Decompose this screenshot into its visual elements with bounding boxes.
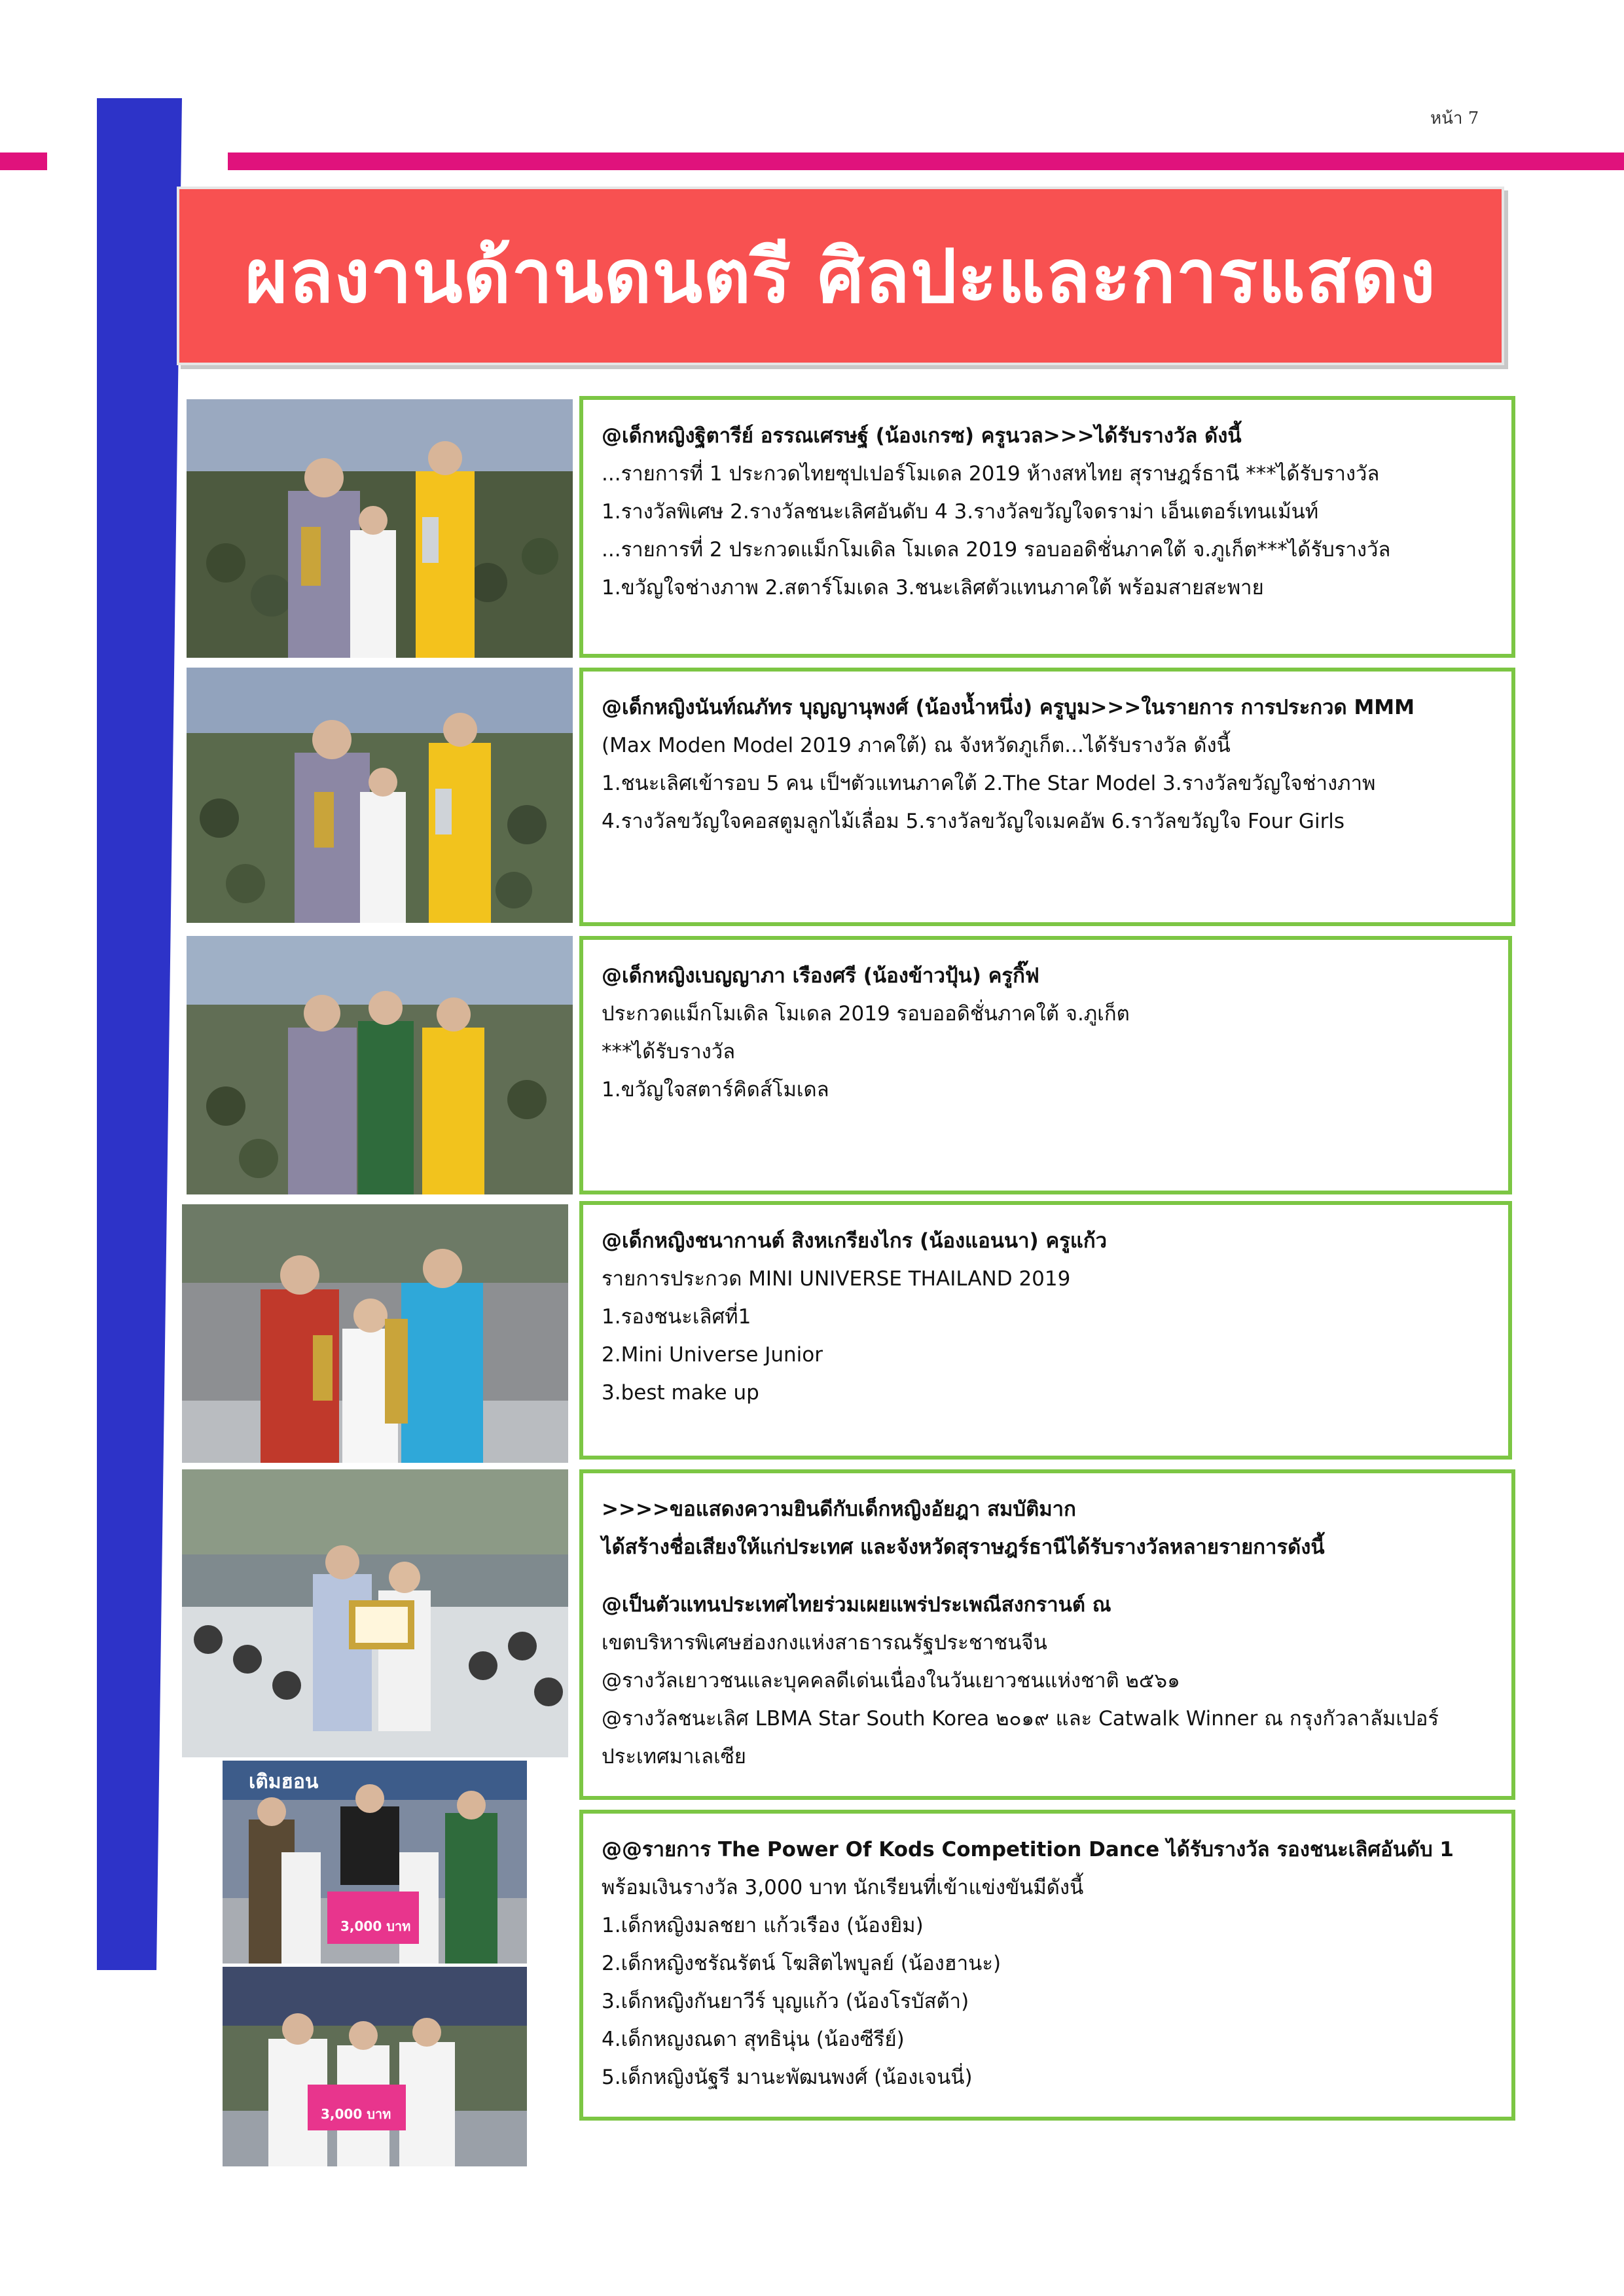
page-title: ผลงานด้านดนตรี ศิลปะและการแสดง — [245, 234, 1436, 319]
card-3-line-4: 1.ขวัญใจสตาร์คิดส์โมเดล — [602, 1078, 829, 1102]
award-card-1 — [579, 396, 1515, 658]
photo-award-1 — [187, 399, 573, 658]
photo-award-3 — [187, 936, 573, 1194]
card-6-line-2: พร้อมเงินรางวัล 3,000 บาท นักเรียนที่เข้าแข่งขันมีดังนี้ — [602, 1876, 1084, 1899]
title-banner — [177, 187, 1504, 365]
card-2-line-4: 4.รางวัลขวัญใจคอสตูมลูกไม้เลื่อม 5.รางวัลขวัญใจเมคอัพ 6.ราวัลขวัญใจ Four Girls — [602, 810, 1345, 833]
card-4-line-3: 1.รองชนะเลิศที่1 — [602, 1305, 751, 1329]
award-card-6 — [579, 1810, 1515, 2121]
card-4-line-2: รายการประกวด MINI UNIVERSE THAILAND 2019 — [602, 1267, 1071, 1291]
card-6-line-1: @@รายการ The Power Of Kods Competition Dance ได้รับรางวัล รองชนะเลิศอันดับ 1 — [602, 1838, 1454, 1861]
card-1-line-3: 1.รางวัลพิเศษ 2.รางวัลชนะเลิศอันดับ 4 3.รางวัลขวัญใจดราม่า เอ็นเตอร์เทนเม้นท์ — [602, 500, 1319, 524]
card-3-line-2: ประกวดแม็กโมเดิล โมเดล 2019 รอบออดิชั่นภาคใต้ จ.ภูเก็ต — [602, 1002, 1130, 1026]
left-blue-bar — [97, 98, 182, 1970]
award-card-3 — [579, 936, 1512, 1194]
card-3-line-1: @เด็กหญิงเบญญาภา เรืองศรี (น้องข้าวปุ้น) ครูกิ๊ฟ — [602, 964, 1039, 988]
photo-banner-text: เติมฮอน — [249, 1770, 319, 1793]
card-6-line-4: 2.เด็กหญิงชรัณรัตน์ โฆสิตไพบูลย์ (น้องฮานะ) — [602, 1952, 1001, 1975]
photo-award-6-top — [223, 1761, 527, 1964]
card-1-line-2: ...รายการที่ 1 ประกวดไทยซุปเปอร์โมเดล 2019 ห้างสหไทย สุราษฎร์ธานี ***ได้รับรางวัล — [602, 462, 1380, 486]
card-6-line-3: 1.เด็กหญิงมลชยา แก้วเรือง (น้องยิม) — [602, 1914, 924, 1937]
card-5-line-7: ประเทศมาเลเซีย — [602, 1745, 746, 1768]
card-2-line-3: 1.ชนะเลิศเข้ารอบ 5 คน เป็ฯตัวแทนภาคใต้ 2.The Star Model 3.รางวัลขวัญใจช่างภาพ — [602, 772, 1376, 795]
card-5-line-2: ได้สร้างชื่อเสียงให้แก่ประเทศ และจังหวัดสุราษฎร์ธานีได้รับรางวัลหลายรายการดังนี้ — [602, 1535, 1325, 1559]
award-card-4 — [579, 1201, 1512, 1460]
card-1-line-1: @เด็กหญิงฐิตารีย์ อรรณเศรษฐ์ (น้องเกรซ) ครูนวล>>>ได้รับรางวัล ดังนี้ — [602, 424, 1242, 448]
card-1-line-5: 1.ขวัญใจช่างภาพ 2.สตาร์โมเดล 3.ชนะเลิศตัวแทนภาคใต้ พร้อมสายสะพาย — [602, 576, 1264, 600]
card-4-line-4: 2.Mini Universe Junior — [602, 1343, 823, 1367]
pink-bar-right — [228, 152, 1624, 170]
card-6-line-7: 5.เด็กหญิงนัฐรี มานะพัฒนพงศ์ (น้องเจนนี่) — [602, 2066, 973, 2089]
card-6-line-6: 4.เด็กหญงณดา สุทธินุ่น (น้องซีรีย์) — [602, 2028, 905, 2051]
card-5-line-6: @รางวัลชนะเลิศ LBMA Star South Korea ๒๐๑๙ และ Catwalk Winner ณ กรุงกัวลาลัมเปอร์ — [602, 1707, 1439, 1731]
page-number: หน้า 7 — [1430, 109, 1479, 128]
card-4-line-5: 3.best make up — [602, 1381, 759, 1405]
card-1-line-4: ...รายการที่ 2 ประกวดแม็กโมเดิล โมเดล 2019 รอบออดิชั่นภาคใต้ จ.ภูเก็ต***ได้รับรางวัล — [602, 538, 1391, 562]
pink-bar-left — [0, 152, 47, 170]
card-2-line-1: @เด็กหญิงนันท์ณภัทร บุญญานุพงศ์ (น้องน้ำหนึ่ง) ครูบูม>>>ในรายการ การประกวด MMM — [602, 696, 1415, 719]
award-card-5 — [579, 1469, 1515, 1800]
photo-award-2 — [187, 668, 573, 923]
card-5-line-5: @รางวัลเยาวชนและบุคคลดีเด่นเนื่องในวันเยาวชนแห่งชาติ ๒๕๖๑ — [602, 1669, 1180, 1693]
award-card-2 — [579, 668, 1515, 926]
cheque-amount-1: 3,000 บาท — [340, 1918, 411, 1934]
card-2-line-2: (Max Moden Model 2019 ภาคใต้) ณ จังหวัดภูเก็ต...ได้รับรางวัล ดังนี้ — [602, 734, 1231, 757]
card-5-line-4: เขตบริหารพิเศษฮ่องกงแห่งสาธารณรัฐประชาชนจีน — [602, 1631, 1047, 1655]
photo-award-4 — [182, 1204, 568, 1463]
card-5-line-1: >>>>ขอแสดงความยินดีกับเด็กหญิงอัยฎา สมบัติมาก — [602, 1498, 1076, 1521]
card-4-line-1: @เด็กหญิงชนากานต์ สิงหเกรียงไกร (น้องแอนนา) ครูแก้ว — [602, 1229, 1108, 1253]
photo-award-5 — [182, 1469, 568, 1757]
card-5-line-3: @เป็นตัวแทนประเทศไทยร่วมเผยแพร่ประเพณีสงกรานต์ ณ — [602, 1593, 1111, 1617]
card-6-line-5: 3.เด็กหญิงกันยาวีร์ บุญแก้ว (น้องโรบัสต้า) — [602, 1990, 969, 2013]
cheque-amount-2: 3,000 บาท — [321, 2106, 391, 2122]
card-3-line-3: ***ได้รับรางวัล — [602, 1040, 736, 1064]
photo-award-6-bottom — [223, 1967, 527, 2166]
